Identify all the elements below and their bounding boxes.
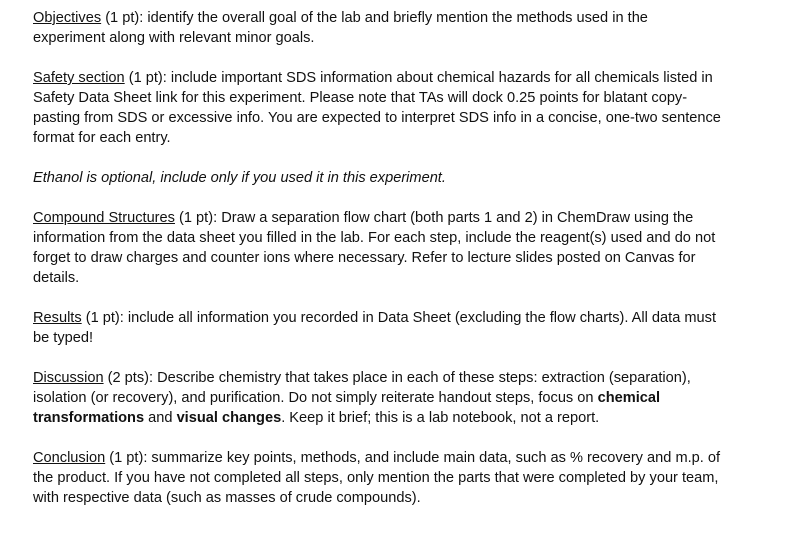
discussion-text-2: and: [144, 410, 177, 426]
results-heading: Results: [33, 310, 82, 326]
objectives-text: (1 pt): identify the overall goal of the lab and briefly mention the methods used in the experiment along with relevant minor goals.: [33, 10, 648, 46]
safety-heading: Safety section: [33, 70, 125, 86]
safety-text: (1 pt): include important SDS information about chemical hazards for all chemicals listed in Safety Data Sheet link for this experiment. Please note that TAs will dock 0.25 points for blatant copy-pasting from SDS or excessive info. You are expected to interpret SDS info in a concise, one-two sentence format for each entry.: [33, 70, 721, 146]
ethanol-note: Ethanol is optional, include only if you used it in this experiment.: [33, 170, 446, 186]
conclusion-text: (1 pt): summarize key points, methods, and include main data, such as % recovery and m.p. of the product. If you have not completed all steps, only mention the parts that were completed by your team, with respective data (such as masses of crude compounds).: [33, 450, 721, 506]
conclusion-heading: Conclusion: [33, 450, 106, 466]
structures-paragraph: [33, 208, 723, 288]
discussion-bold-visual-changes: visual changes: [176, 410, 282, 426]
objectives-heading: Objectives: [33, 10, 102, 26]
results-text: (1 pt): include all information you recorded in Data Sheet (excluding the flow charts). All data must be typed!: [33, 310, 717, 346]
conclusion-paragraph: [33, 448, 723, 508]
structures-heading: Compound Structures: [33, 210, 175, 226]
objectives-paragraph: [33, 8, 723, 48]
discussion-text-3: . Keep it brief; this is a lab notebook, not a report.: [281, 410, 600, 426]
discussion-heading: Discussion: [33, 370, 104, 386]
results-paragraph: [33, 308, 723, 348]
safety-paragraph: [33, 68, 723, 148]
discussion-bold-transformations: chemical transformations: [33, 390, 661, 426]
structures-text: (1 pt): Draw a separation flow chart (both parts 1 and 2) in ChemDraw using the information from the data sheet you filled in the lab. For each step, include the reagent(s) used and do not forget to draw charges and counter ions where necessary. Refer to lecture slides posted on Canvas for details.: [33, 210, 716, 286]
discussion-text-1: (2 pts): Describe chemistry that takes place in each of these steps: extraction (separation), isolation (or recovery), and purification. Do not simply reiterate handout steps, focus on: [33, 370, 691, 406]
discussion-paragraph: [33, 368, 723, 428]
